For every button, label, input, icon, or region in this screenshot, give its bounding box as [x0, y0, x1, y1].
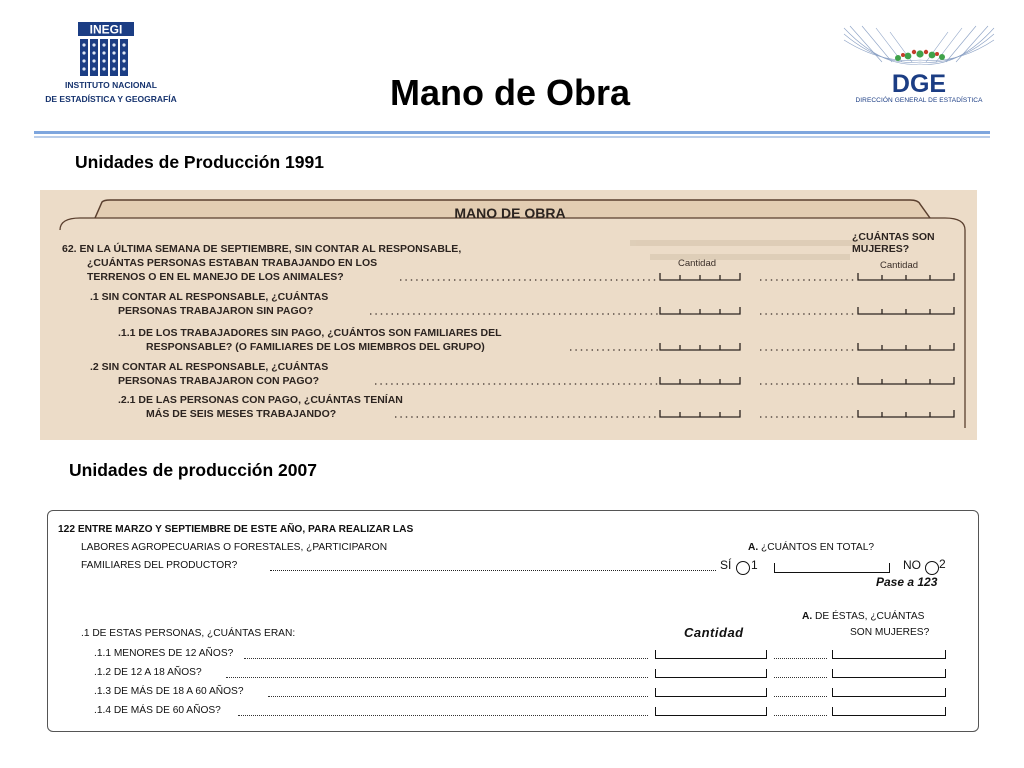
age-row-women-field[interactable] [832, 688, 946, 697]
header-divider [34, 131, 990, 134]
heading-1991: Unidades de Producción 1991 [75, 152, 324, 172]
item21-line2: MÁS DE SEIS MESES TRABAJANDO? [146, 408, 337, 420]
digit-box-group[interactable] [858, 273, 954, 280]
age-row-leader [226, 677, 648, 678]
digit-box-group[interactable] [660, 377, 740, 384]
item1-line2: PERSONAS TRABAJARON SIN PAGO? [118, 305, 314, 317]
col-a2-line2: SON MUJERES? [850, 627, 930, 638]
form-1991-scan [40, 190, 977, 440]
dge-logo [842, 22, 996, 112]
option-si-code: 1 [751, 558, 758, 572]
col-mujeres-line1: ¿CUÁNTAS SON [852, 231, 935, 243]
option-si-radio[interactable] [736, 561, 750, 575]
col-a2-line1 [802, 611, 924, 622]
age-row-women-field[interactable] [832, 707, 946, 716]
dge-subtitle: DIRECCIÓN GENERAL DE ESTADÍSTICA [855, 97, 983, 104]
item1-line1: .1 SIN CONTAR AL RESPONSABLE, ¿CUÁNTAS [90, 291, 329, 303]
age-row-quantity-field[interactable] [655, 707, 767, 716]
digit-box-group[interactable] [858, 377, 954, 384]
age-row-quantity-field[interactable] [655, 650, 767, 659]
q62-line1a: 62. EN LA ÚLTIMA SEMANA DE SEPTIEMBRE, [62, 243, 295, 255]
svg-text:62. EN LA ÚLTIMA SEMANA DE SEP [62, 242, 461, 255]
age-row-quantity-field[interactable] [655, 669, 767, 678]
q62-line3: TERRENOS O EN EL MANEJO DE LOS ANIMALES? [87, 271, 344, 283]
age-row-leader-2 [774, 677, 827, 678]
age-row-label: .1.2 DE 12 A 18 AÑOS? [94, 667, 202, 678]
digit-box-group[interactable] [858, 343, 954, 350]
form-2007 [47, 510, 979, 732]
digit-box-group[interactable] [858, 307, 954, 314]
option-no-label: NO [903, 558, 921, 572]
item21-line1: .2.1 DE LAS PERSONAS CON PAGO, ¿CUÁNTAS TENÍAN [118, 394, 403, 406]
page-title: Mano de Obra [389, 72, 631, 113]
inegi-emblem-icon [78, 22, 134, 78]
age-row-leader [238, 715, 648, 716]
skip-instruction: Pase a 123 [876, 575, 938, 589]
age-row-label: .1.3 DE MÁS DE 18 A 60 AÑOS? [94, 686, 244, 697]
item2-line2: PERSONAS TRABAJARON CON PAGO? [118, 375, 320, 387]
dge-brand: DGE [891, 70, 947, 96]
inegi-name-line1: INSTITUTO NACIONAL [65, 80, 157, 90]
col-cantidad-right: Cantidad [880, 260, 919, 271]
age-row-women-field[interactable] [832, 669, 946, 678]
form-1991-title: MANO DE OBRA [454, 205, 566, 221]
item11-line1: .1.1 DE LOS TRABAJADORES SIN PAGO, ¿CUÁNTOS SON FAMILIARES DEL [118, 327, 502, 339]
option-no-code: 2 [939, 557, 946, 571]
digit-box-group[interactable] [660, 410, 740, 417]
age-row-leader-2 [774, 658, 827, 659]
col-a-total [748, 542, 874, 553]
q62-line2: ¿CUÁNTAS PERSONAS ESTABAN TRABAJANDO EN LOS [87, 257, 378, 269]
item11-line2: RESPONSABLE? (O FAMILIARES DE LOS MIEMBROS DEL GRUPO) [146, 341, 485, 353]
heading-2007: Unidades de producción 2007 [69, 460, 317, 480]
inegi-logo [36, 18, 186, 118]
col-a2-letter: A. [802, 611, 813, 622]
age-row-label: .1.4 DE MÁS DE 60 AÑOS? [94, 705, 221, 716]
inegi-brand: INEGI [89, 22, 123, 37]
item2-line1: .2 SIN CONTAR AL RESPONSABLE, ¿CUÁNTAS [90, 361, 329, 373]
q122-line2: LABORES AGROPECUARIAS O FORESTALES, ¿PARTICIPARON [81, 542, 388, 553]
col-mujeres-line2: MUJERES? [852, 243, 910, 255]
dge-network-icon [842, 22, 996, 96]
total-quantity-field[interactable] [774, 563, 890, 573]
cantidad-header: Cantidad [684, 625, 744, 640]
digit-box-group[interactable] [660, 307, 740, 314]
age-row-leader-2 [774, 715, 827, 716]
q122-leader [270, 570, 716, 571]
age-row-leader [268, 696, 648, 697]
col-a2-line1-text: DE ÉSTAS, ¿CUÁNTAS [815, 611, 925, 622]
inegi-name-line2: DE ESTADÍSTICA Y GEOGRAFÍA [45, 94, 177, 104]
age-row-quantity-field[interactable] [655, 688, 767, 697]
q62-line1b: SIN CONTAR AL RESPONSABLE, [294, 243, 462, 255]
option-si-label: SÍ [720, 558, 732, 572]
age-row-women-field[interactable] [832, 650, 946, 659]
digit-box-group[interactable] [660, 273, 740, 280]
sub-question: .1 DE ESTAS PERSONAS, ¿CUÁNTAS ERAN: [81, 628, 296, 639]
age-row-leader [244, 658, 648, 659]
age-row-label: .1.1 MENORES DE 12 AÑOS? [94, 648, 234, 659]
digit-box-group[interactable] [858, 410, 954, 417]
age-row-leader-2 [774, 696, 827, 697]
digit-box-group[interactable] [660, 343, 740, 350]
col-a-letter: A. [748, 542, 759, 553]
q122-line3: FAMILIARES DEL PRODUCTOR? [81, 560, 238, 571]
option-no-radio[interactable] [925, 561, 939, 575]
header-divider-light [34, 136, 990, 138]
col-a-total-text: ¿CUÁNTOS EN TOTAL? [761, 542, 875, 553]
form-1991-drawing [40, 190, 977, 440]
q122-line1: 122 ENTRE MARZO Y SEPTIEMBRE DE ESTE AÑO, PARA REALIZAR LAS [58, 524, 414, 535]
col-cantidad-left: Cantidad [678, 258, 717, 269]
